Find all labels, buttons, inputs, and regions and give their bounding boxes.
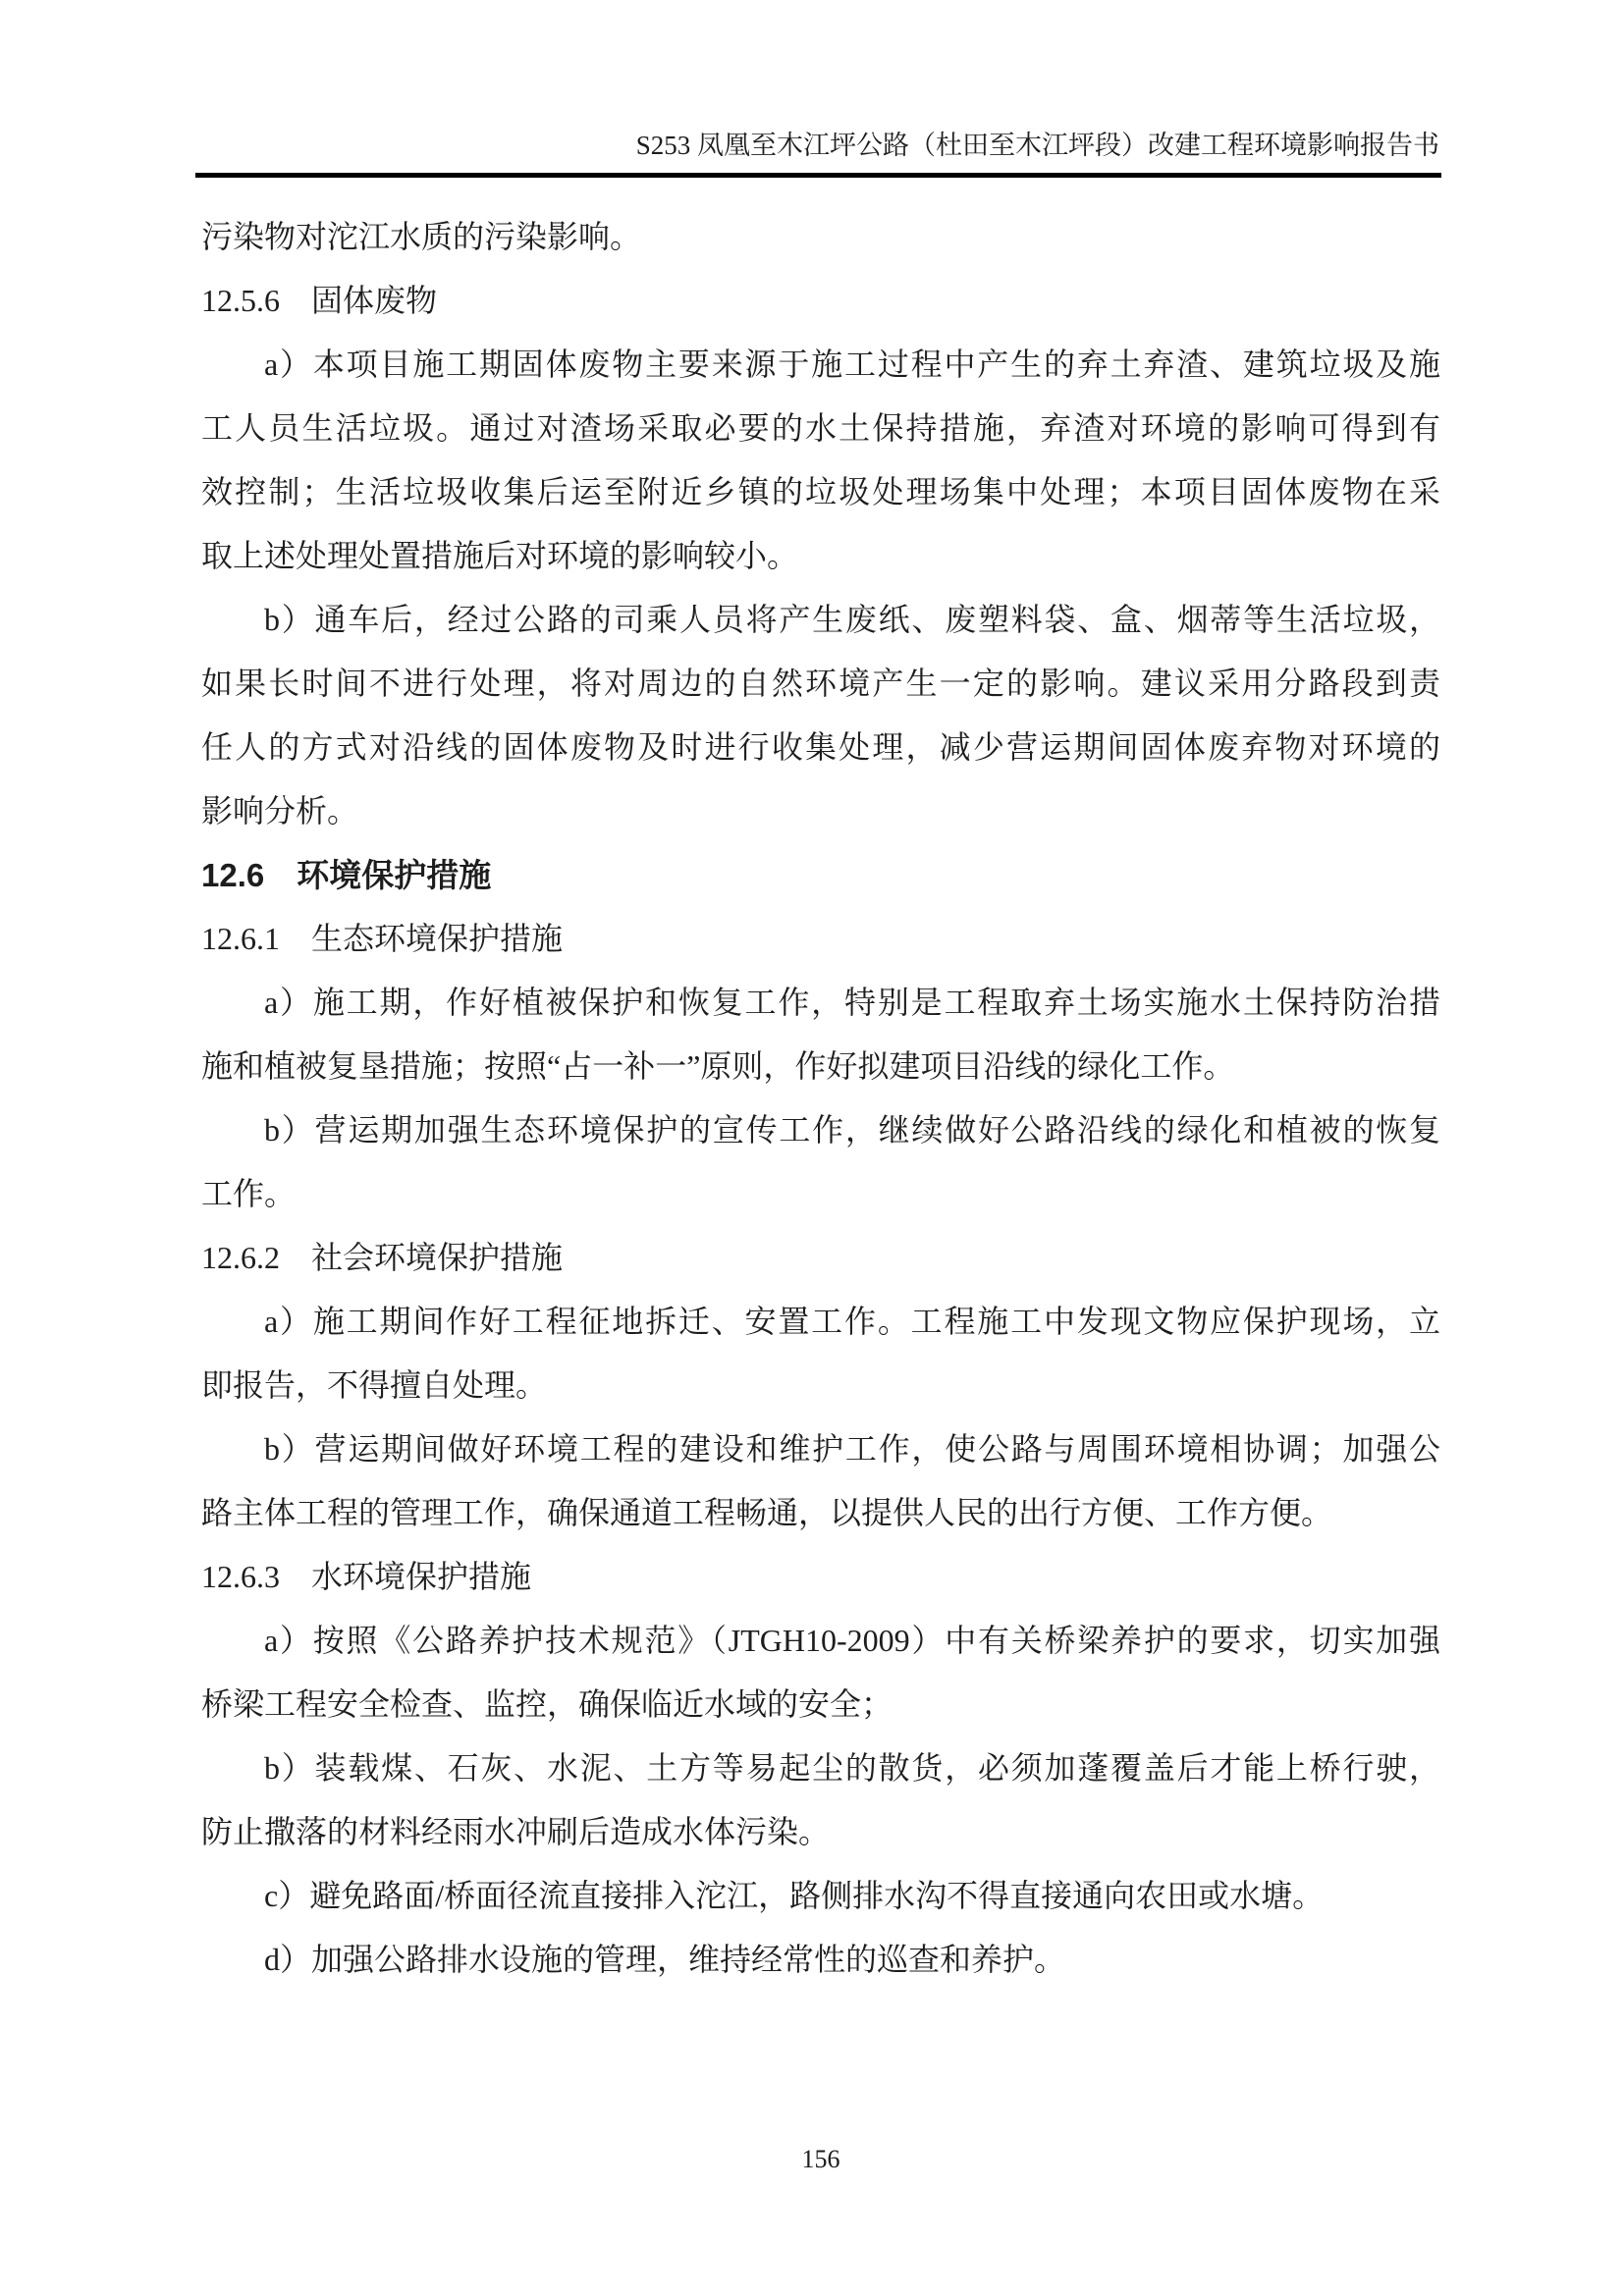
body-text-line: 取上述处理处置措施后对环境的影响较小。: [201, 538, 799, 573]
section-heading: 12.5.6 固体废物: [201, 283, 438, 318]
section-heading: 12.6.3 水环境保护措施: [201, 1559, 532, 1594]
body-text-line: b）营运期加强生态环境保护的宣传工作，继续做好公路沿线的绿化和植被的恢复: [264, 1112, 1440, 1148]
body-text-line: b）营运期间做好环境工程的建设和维护工作，使公路与周围环境相协调；加强公: [264, 1431, 1440, 1467]
body-text-line: 路主体工程的管理工作，确保通道工程畅通，以提供人民的出行方便、工作方便。: [201, 1495, 1333, 1530]
header-divider-rule: [195, 173, 1441, 178]
section-heading: 12.6.2 社会环境保护措施: [201, 1240, 564, 1275]
body-text-line: a）按照《公路养护技术规范》（JTGH10-2009）中有关桥梁养护的要求，切实加强: [264, 1623, 1440, 1658]
body-text-line: 防止撒落的材料经雨水冲刷后造成水体污染。: [201, 1814, 831, 1849]
body-text-line: b）通车后，经过公路的司乘人员将产生废纸、废塑料袋、盒、烟蒂等生活垃圾，: [264, 602, 1440, 637]
body-text-line: c）避免路面/桥面径流直接排入沱江，路侧排水沟不得直接通向农田或水塘。: [264, 1878, 1325, 1913]
document-body: [201, 205, 1440, 1992]
body-text-line: 工作。: [201, 1176, 297, 1211]
body-text-line: 桥梁工程安全检查、监控，确保临近水域的安全；: [201, 1686, 893, 1722]
section-heading: 12.6 环境保护措施: [201, 857, 492, 893]
section-heading: 12.6.1 生态环境保护措施: [201, 921, 564, 956]
body-text-line: a）施工期，作好植被保护和恢复工作，特别是工程取弃土场实施水土保持防治措: [264, 985, 1440, 1020]
body-text-line: a）施工期间作好工程征地拆迁、安置工作。工程施工中发现文物应保护现场，立: [264, 1304, 1440, 1339]
body-text-line: 如果长时间不进行处理，将对周边的自然环境产生一定的影响。建议采用分路段到责: [201, 666, 1440, 701]
body-text-line: 任人的方式对沿线的固体废物及时进行收集处理，减少营运期间固体废弃物对环境的: [201, 729, 1440, 765]
body-text-line: 施和植被复垦措施；按照“占一补一”原则，作好拟建项目沿线的绿化工作。: [201, 1048, 1235, 1084]
body-text-line: 污染物对沱江水质的污染影响。: [201, 219, 642, 254]
body-text-line: 效控制；生活垃圾收集后运至附近乡镇的垃圾处理场集中处理；本项目固体废物在采: [201, 474, 1440, 509]
body-text-line: 影响分析。: [201, 793, 359, 828]
body-text-line: 即报告，不得擅自处理。: [201, 1367, 548, 1403]
running-header-title: S253 凤凰至木江坪公路（杜田至木江坪段）改建工程环境影响报告书: [635, 131, 1439, 160]
body-text-line: d）加强公路排水设施的管理，维持经常性的巡查和养护。: [264, 1942, 1066, 1977]
body-text-line: 工人员生活垃圾。通过对渣场采取必要的水土保持措施，弃渣对环境的影响可得到有: [201, 410, 1440, 446]
body-text-line: a）本项目施工期固体废物主要来源于施工过程中产生的弃土弃渣、建筑垃圾及施: [264, 347, 1440, 382]
body-text-line: b）装载煤、石灰、水泥、土方等易起尘的散货，必须加蓬覆盖后才能上桥行驶，: [264, 1750, 1440, 1786]
page-number: 156: [801, 2145, 840, 2173]
